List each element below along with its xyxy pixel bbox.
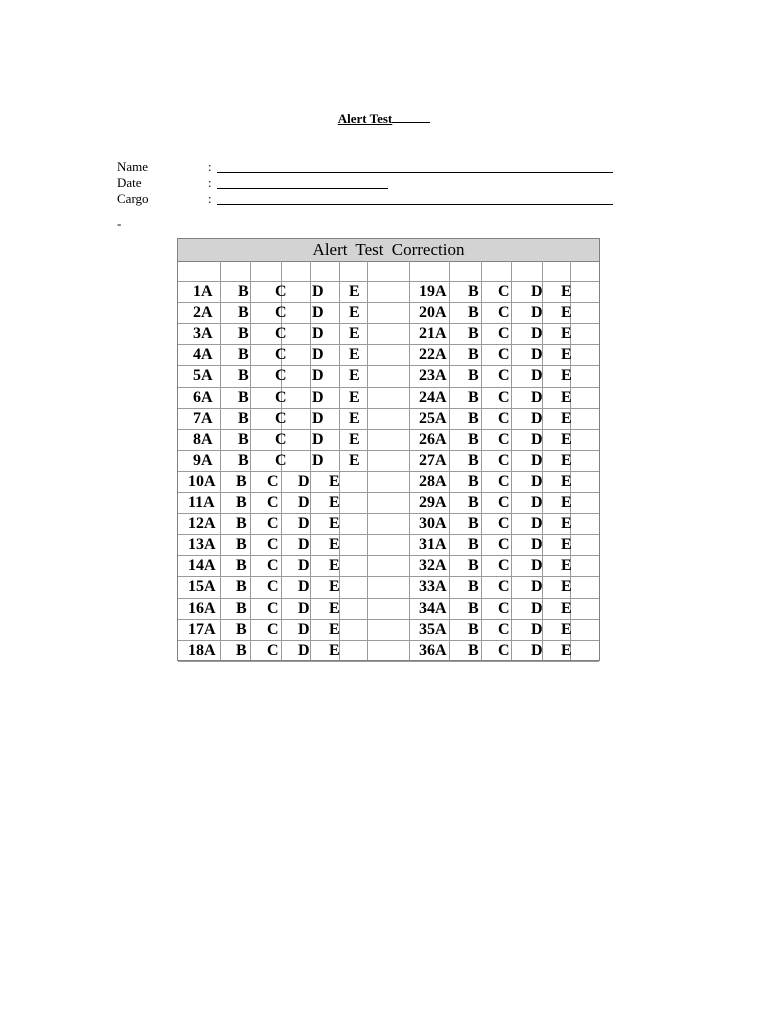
- question-number[interactable]: 1A: [193, 283, 213, 300]
- option-c[interactable]: C: [498, 557, 510, 574]
- option-c[interactable]: C: [267, 515, 279, 532]
- option-e[interactable]: E: [561, 452, 572, 469]
- option-e[interactable]: E: [329, 557, 340, 574]
- option-d[interactable]: D: [298, 536, 310, 553]
- option-d[interactable]: D: [531, 621, 543, 638]
- option-c[interactable]: C: [498, 431, 510, 448]
- question-number[interactable]: 36A: [419, 642, 447, 659]
- option-e[interactable]: E: [349, 410, 360, 427]
- option-c[interactable]: C: [498, 304, 510, 321]
- option-c[interactable]: C: [275, 283, 287, 300]
- option-d[interactable]: D: [531, 410, 543, 427]
- option-c[interactable]: C: [267, 557, 279, 574]
- answer-sheet-table: [177, 238, 600, 661]
- question-number[interactable]: 6A: [193, 389, 213, 406]
- question-number[interactable]: 13A: [188, 536, 216, 553]
- question-number[interactable]: 19A: [419, 283, 447, 300]
- option-b[interactable]: B: [468, 494, 479, 511]
- option-c[interactable]: C: [498, 642, 510, 659]
- option-e[interactable]: E: [561, 304, 572, 321]
- option-d[interactable]: D: [531, 600, 543, 617]
- option-b[interactable]: B: [238, 325, 249, 342]
- option-d[interactable]: D: [312, 346, 324, 363]
- option-e[interactable]: E: [561, 431, 572, 448]
- option-e[interactable]: E: [561, 367, 572, 384]
- option-d[interactable]: D: [531, 283, 543, 300]
- cargo-colon: :: [208, 191, 212, 206]
- option-b[interactable]: B: [238, 431, 249, 448]
- option-d[interactable]: D: [298, 578, 310, 595]
- option-e[interactable]: E: [561, 410, 572, 427]
- question-number[interactable]: 21A: [419, 325, 447, 342]
- question-number[interactable]: 32A: [419, 557, 447, 574]
- grid-vline: [409, 261, 410, 660]
- option-d[interactable]: D: [531, 325, 543, 342]
- option-c[interactable]: C: [498, 515, 510, 532]
- option-d[interactable]: D: [298, 642, 310, 659]
- grid-vline: [367, 261, 368, 660]
- option-d[interactable]: D: [531, 515, 543, 532]
- option-d[interactable]: D: [312, 410, 324, 427]
- option-e[interactable]: E: [329, 621, 340, 638]
- option-d[interactable]: D: [531, 452, 543, 469]
- option-b[interactable]: B: [468, 600, 479, 617]
- option-d[interactable]: D: [531, 536, 543, 553]
- option-e[interactable]: E: [561, 578, 572, 595]
- option-b[interactable]: B: [238, 283, 249, 300]
- option-b[interactable]: B: [468, 473, 479, 490]
- option-d[interactable]: D: [531, 431, 543, 448]
- option-b[interactable]: B: [236, 515, 247, 532]
- option-d[interactable]: D: [531, 494, 543, 511]
- option-b[interactable]: B: [468, 367, 479, 384]
- option-c[interactable]: C: [275, 431, 287, 448]
- grid-vline: [220, 261, 221, 660]
- option-d[interactable]: D: [298, 600, 310, 617]
- option-b[interactable]: B: [238, 410, 249, 427]
- name-input-line[interactable]: [217, 172, 613, 173]
- document-title: [0, 111, 768, 127]
- option-b[interactable]: B: [238, 367, 249, 384]
- question-number[interactable]: 4A: [193, 346, 213, 363]
- option-b[interactable]: B: [236, 494, 247, 511]
- option-e[interactable]: E: [329, 578, 340, 595]
- question-number[interactable]: 11A: [188, 494, 215, 511]
- option-e[interactable]: E: [329, 600, 340, 617]
- option-b[interactable]: B: [468, 515, 479, 532]
- option-e[interactable]: E: [561, 389, 572, 406]
- question-number[interactable]: 5A: [193, 367, 213, 384]
- question-number[interactable]: 27A: [419, 452, 447, 469]
- option-d[interactable]: D: [531, 304, 543, 321]
- option-d[interactable]: D: [312, 304, 324, 321]
- question-number[interactable]: 18A: [188, 642, 216, 659]
- option-b[interactable]: B: [236, 642, 247, 659]
- option-b[interactable]: B: [468, 642, 479, 659]
- option-c[interactable]: C: [498, 600, 510, 617]
- date-label: Date: [117, 175, 142, 190]
- option-b[interactable]: B: [468, 304, 479, 321]
- option-c[interactable]: C: [498, 325, 510, 342]
- question-number[interactable]: 7A: [193, 410, 213, 427]
- option-b[interactable]: B: [236, 600, 247, 617]
- question-number[interactable]: 14A: [188, 557, 216, 574]
- option-e[interactable]: E: [349, 325, 360, 342]
- option-b[interactable]: B: [468, 431, 479, 448]
- option-e[interactable]: E: [329, 536, 340, 553]
- question-number[interactable]: 2A: [193, 304, 213, 321]
- option-b[interactable]: B: [238, 452, 249, 469]
- option-e[interactable]: E: [561, 621, 572, 638]
- option-b[interactable]: B: [236, 473, 247, 490]
- option-d[interactable]: D: [298, 473, 310, 490]
- option-d[interactable]: D: [298, 515, 310, 532]
- option-c[interactable]: C: [498, 283, 510, 300]
- question-number[interactable]: 23A: [419, 367, 447, 384]
- question-number[interactable]: 33A: [419, 578, 447, 595]
- option-c[interactable]: C: [275, 304, 287, 321]
- option-b[interactable]: B: [468, 578, 479, 595]
- question-number[interactable]: 10A: [188, 473, 216, 490]
- option-b[interactable]: B: [468, 410, 479, 427]
- option-e[interactable]: E: [561, 473, 572, 490]
- name-colon: :: [208, 159, 212, 174]
- cargo-label: Cargo: [117, 191, 149, 206]
- option-b[interactable]: B: [236, 578, 247, 595]
- option-d[interactable]: D: [312, 389, 324, 406]
- option-b[interactable]: B: [236, 557, 247, 574]
- question-number[interactable]: 3A: [193, 325, 213, 342]
- option-c[interactable]: C: [267, 642, 279, 659]
- option-e[interactable]: E: [561, 283, 572, 300]
- grid-vline: [511, 261, 512, 660]
- date-colon: :: [208, 175, 212, 190]
- question-number[interactable]: 22A: [419, 346, 447, 363]
- option-c[interactable]: C: [498, 578, 510, 595]
- option-c[interactable]: C: [275, 410, 287, 427]
- question-number[interactable]: 35A: [419, 621, 447, 638]
- option-c[interactable]: C: [498, 367, 510, 384]
- option-e[interactable]: E: [349, 452, 360, 469]
- option-c[interactable]: C: [267, 600, 279, 617]
- date-input-line[interactable]: [217, 188, 388, 189]
- option-d[interactable]: D: [531, 642, 543, 659]
- option-d[interactable]: D: [531, 557, 543, 574]
- option-d[interactable]: D: [531, 346, 543, 363]
- option-e[interactable]: E: [561, 600, 572, 617]
- option-d[interactable]: D: [312, 367, 324, 384]
- option-e[interactable]: E: [349, 367, 360, 384]
- option-e[interactable]: E: [349, 283, 360, 300]
- option-e[interactable]: E: [561, 325, 572, 342]
- option-c[interactable]: C: [275, 346, 287, 363]
- option-b[interactable]: B: [468, 346, 479, 363]
- option-e[interactable]: E: [561, 642, 572, 659]
- option-e[interactable]: E: [561, 346, 572, 363]
- option-c[interactable]: C: [498, 346, 510, 363]
- option-c[interactable]: C: [267, 578, 279, 595]
- option-e[interactable]: E: [349, 304, 360, 321]
- option-d[interactable]: D: [312, 283, 324, 300]
- option-c[interactable]: C: [498, 473, 510, 490]
- option-c[interactable]: C: [275, 367, 287, 384]
- question-number[interactable]: 26A: [419, 431, 447, 448]
- option-d[interactable]: D: [312, 431, 324, 448]
- title-blank-line: [392, 111, 430, 123]
- option-c[interactable]: C: [498, 621, 510, 638]
- question-number[interactable]: 8A: [193, 431, 213, 448]
- stray-dash: -: [117, 216, 122, 231]
- question-number[interactable]: 17A: [188, 621, 216, 638]
- option-d[interactable]: D: [312, 325, 324, 342]
- cargo-input-line[interactable]: [217, 204, 613, 205]
- option-e[interactable]: E: [329, 494, 340, 511]
- option-c[interactable]: C: [267, 473, 279, 490]
- question-number[interactable]: 20A: [419, 304, 447, 321]
- option-b[interactable]: B: [236, 621, 247, 638]
- option-b[interactable]: B: [468, 452, 479, 469]
- option-d[interactable]: D: [298, 557, 310, 574]
- option-b[interactable]: B: [468, 621, 479, 638]
- option-d[interactable]: D: [531, 473, 543, 490]
- name-label: Name: [117, 159, 149, 174]
- option-b[interactable]: B: [468, 557, 479, 574]
- option-e[interactable]: E: [329, 642, 340, 659]
- option-d[interactable]: D: [531, 578, 543, 595]
- option-b[interactable]: B: [468, 325, 479, 342]
- option-d[interactable]: D: [298, 494, 310, 511]
- question-number[interactable]: 25A: [419, 410, 447, 427]
- option-b[interactable]: B: [236, 536, 247, 553]
- option-c[interactable]: C: [498, 389, 510, 406]
- option-e[interactable]: E: [329, 473, 340, 490]
- option-c[interactable]: C: [498, 410, 510, 427]
- option-c[interactable]: C: [498, 452, 510, 469]
- grid-vline: [481, 261, 482, 660]
- question-number[interactable]: 29A: [419, 494, 447, 511]
- option-e[interactable]: E: [561, 494, 572, 511]
- option-c[interactable]: C: [275, 452, 287, 469]
- option-e[interactable]: E: [349, 431, 360, 448]
- option-b[interactable]: B: [238, 389, 249, 406]
- option-b[interactable]: B: [238, 304, 249, 321]
- option-e[interactable]: E: [561, 536, 572, 553]
- option-e[interactable]: E: [561, 515, 572, 532]
- option-b[interactable]: B: [468, 389, 479, 406]
- option-c[interactable]: C: [267, 621, 279, 638]
- question-number[interactable]: 24A: [419, 389, 447, 406]
- option-c[interactable]: C: [267, 494, 279, 511]
- option-c[interactable]: C: [498, 536, 510, 553]
- option-d[interactable]: D: [531, 389, 543, 406]
- option-d[interactable]: D: [298, 621, 310, 638]
- grid-vline: [250, 261, 251, 660]
- question-number[interactable]: 12A: [188, 515, 216, 532]
- option-c[interactable]: C: [498, 494, 510, 511]
- option-e[interactable]: E: [349, 346, 360, 363]
- question-number[interactable]: 31A: [419, 536, 447, 553]
- document-title-text: Alert Test: [337, 111, 393, 126]
- option-b[interactable]: B: [468, 283, 479, 300]
- option-b[interactable]: B: [468, 536, 479, 553]
- option-e[interactable]: E: [561, 557, 572, 574]
- option-b[interactable]: B: [238, 346, 249, 363]
- question-number[interactable]: 30A: [419, 515, 447, 532]
- question-number[interactable]: 34A: [419, 600, 447, 617]
- option-c[interactable]: C: [275, 389, 287, 406]
- option-e[interactable]: E: [349, 389, 360, 406]
- question-number[interactable]: 15A: [188, 578, 216, 595]
- option-c[interactable]: C: [267, 536, 279, 553]
- option-c[interactable]: C: [275, 325, 287, 342]
- answer-sheet-title: Alert Test Correction: [178, 239, 599, 262]
- option-d[interactable]: D: [531, 367, 543, 384]
- question-number[interactable]: 16A: [188, 600, 216, 617]
- question-number[interactable]: 28A: [419, 473, 447, 490]
- grid-vline: [449, 261, 450, 660]
- question-number[interactable]: 9A: [193, 452, 213, 469]
- option-e[interactable]: E: [329, 515, 340, 532]
- option-d[interactable]: D: [312, 452, 324, 469]
- grid-vline: [310, 261, 311, 660]
- grid-hline: [178, 661, 599, 662]
